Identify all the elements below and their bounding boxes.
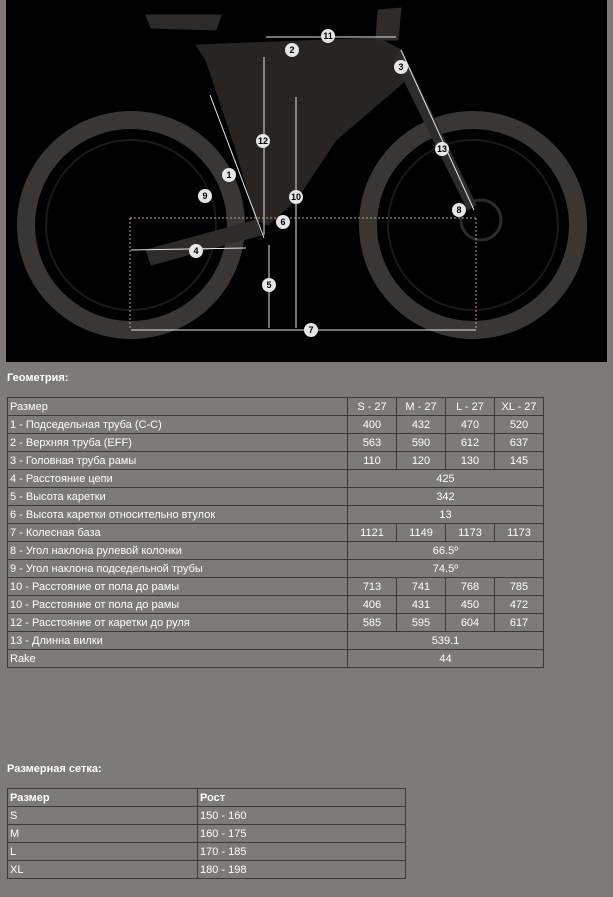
marker-8: [452, 203, 466, 217]
svg-text:2: 2: [289, 45, 295, 55]
value-cell: 595: [397, 614, 446, 632]
value-cell: 432: [397, 416, 446, 434]
svg-text:5: 5: [266, 280, 272, 290]
row-label: 7 - Колесная база: [8, 524, 348, 542]
value-cell: 1173: [495, 524, 544, 542]
table-row: [8, 650, 544, 668]
height-cell: 160 - 175: [198, 825, 406, 843]
row-label: Rake: [8, 650, 348, 668]
value-cell: 342: [348, 488, 544, 506]
value-cell: 450: [446, 596, 495, 614]
value-cell: 520: [495, 416, 544, 434]
value-cell: 425: [348, 470, 544, 488]
geometry-title: Геометрия:: [7, 372, 69, 384]
marker-11: [321, 29, 335, 43]
value-cell: 713: [348, 578, 397, 596]
table-row: [8, 470, 544, 488]
table-header-row: [8, 789, 406, 807]
marker-5: [262, 278, 276, 292]
svg-text:3: 3: [398, 62, 404, 72]
size-cell: S: [8, 807, 198, 825]
row-label: 9 - Угол наклона подседельной трубы: [8, 560, 348, 578]
value-cell: 400: [348, 416, 397, 434]
size-grid-title: Размерная сетка:: [7, 763, 102, 775]
header-cell: Рост: [198, 789, 406, 807]
svg-text:10: 10: [290, 192, 302, 202]
value-cell: 74.5º: [348, 560, 544, 578]
header-cell: S - 27: [348, 398, 397, 416]
row-label: 6 - Высота каретки относительно втулок: [8, 506, 348, 524]
table-row: [8, 632, 544, 650]
svg-text:11: 11: [323, 31, 333, 41]
value-cell: 66.5º: [348, 542, 544, 560]
svg-text:9: 9: [202, 191, 208, 201]
value-cell: 637: [495, 434, 544, 452]
height-cell: 170 - 185: [198, 843, 406, 861]
header-cell: Размер: [8, 398, 348, 416]
marker-7: [304, 323, 318, 337]
value-cell: 44: [348, 650, 544, 668]
marker-3: [394, 60, 408, 74]
size-cell: M: [8, 825, 198, 843]
bike-silhouette: [6, 0, 607, 362]
table-row: [8, 416, 544, 434]
value-cell: 13: [348, 506, 544, 524]
marker-1: [222, 168, 236, 182]
table-row: [8, 825, 406, 843]
row-label: 10 - Расстояние от пола до рамы: [8, 578, 348, 596]
table-row: [8, 596, 544, 614]
value-cell: 110: [348, 452, 397, 470]
table-row: [8, 578, 544, 596]
svg-text:13: 13: [436, 144, 448, 154]
table-header-row: [8, 398, 544, 416]
row-label: 3 - Головная труба рамы: [8, 452, 348, 470]
header-cell: Размер: [8, 789, 198, 807]
value-cell: 768: [446, 578, 495, 596]
value-cell: 785: [495, 578, 544, 596]
marker-6: [276, 215, 290, 229]
table-row: [8, 452, 544, 470]
value-cell: 1149: [397, 524, 446, 542]
value-cell: 1121: [348, 524, 397, 542]
row-label: 5 - Высота каретки: [8, 488, 348, 506]
value-cell: 539.1: [348, 632, 544, 650]
value-cell: 1173: [446, 524, 495, 542]
header-cell: M - 27: [397, 398, 446, 416]
row-label: 4 - Расстояние цепи: [8, 470, 348, 488]
svg-text:12: 12: [257, 136, 269, 146]
size-grid-table: [7, 788, 406, 879]
value-cell: 470: [446, 416, 495, 434]
svg-text:7: 7: [308, 325, 314, 335]
table-row: [8, 614, 544, 632]
table-row: [8, 843, 406, 861]
marker-9: [198, 189, 212, 203]
value-cell: 145: [495, 452, 544, 470]
value-cell: 406: [348, 596, 397, 614]
row-label: 8 - Угол наклона рулевой колонки: [8, 542, 348, 560]
row-label: 12 - Расстояние от каретки до руля: [8, 614, 348, 632]
row-label: 10 - Расстояние от пола до рамы: [8, 596, 348, 614]
value-cell: 130: [446, 452, 495, 470]
svg-text:4: 4: [193, 246, 199, 256]
value-cell: 563: [348, 434, 397, 452]
value-cell: 741: [397, 578, 446, 596]
table-row: [8, 434, 544, 452]
value-cell: 590: [397, 434, 446, 452]
table-row: [8, 488, 544, 506]
table-row: [8, 560, 544, 578]
value-cell: 612: [446, 434, 495, 452]
table-row: [8, 807, 406, 825]
height-cell: 180 - 198: [198, 861, 406, 879]
value-cell: 120: [397, 452, 446, 470]
value-cell: 617: [495, 614, 544, 632]
svg-text:1: 1: [226, 170, 232, 180]
marker-2: [285, 43, 299, 57]
bike-geometry-diagram: [6, 0, 607, 362]
table-row: [8, 861, 406, 879]
header-cell: L - 27: [446, 398, 495, 416]
value-cell: 472: [495, 596, 544, 614]
table-row: [8, 542, 544, 560]
marker-4: [189, 244, 203, 258]
rear-wheel: [26, 120, 236, 330]
marker-10: [289, 190, 303, 204]
height-cell: 150 - 160: [198, 807, 406, 825]
value-cell: 585: [348, 614, 397, 632]
size-cell: XL: [8, 861, 198, 879]
size-cell: L: [8, 843, 198, 861]
table-row: [8, 506, 544, 524]
value-cell: 431: [397, 596, 446, 614]
value-cell: 604: [446, 614, 495, 632]
row-label: 1 - Подседельная труба (C-C): [8, 416, 348, 434]
svg-text:8: 8: [456, 205, 462, 215]
front-wheel: [368, 120, 578, 330]
table-row: [8, 524, 544, 542]
svg-text:6: 6: [280, 217, 286, 227]
header-cell: XL - 27: [495, 398, 544, 416]
row-label: 2 - Верхняя труба (EFF): [8, 434, 348, 452]
marker-13: [435, 142, 449, 156]
geometry-table: [7, 397, 544, 668]
marker-12: [256, 134, 270, 148]
row-label: 13 - Длинна вилки: [8, 632, 348, 650]
